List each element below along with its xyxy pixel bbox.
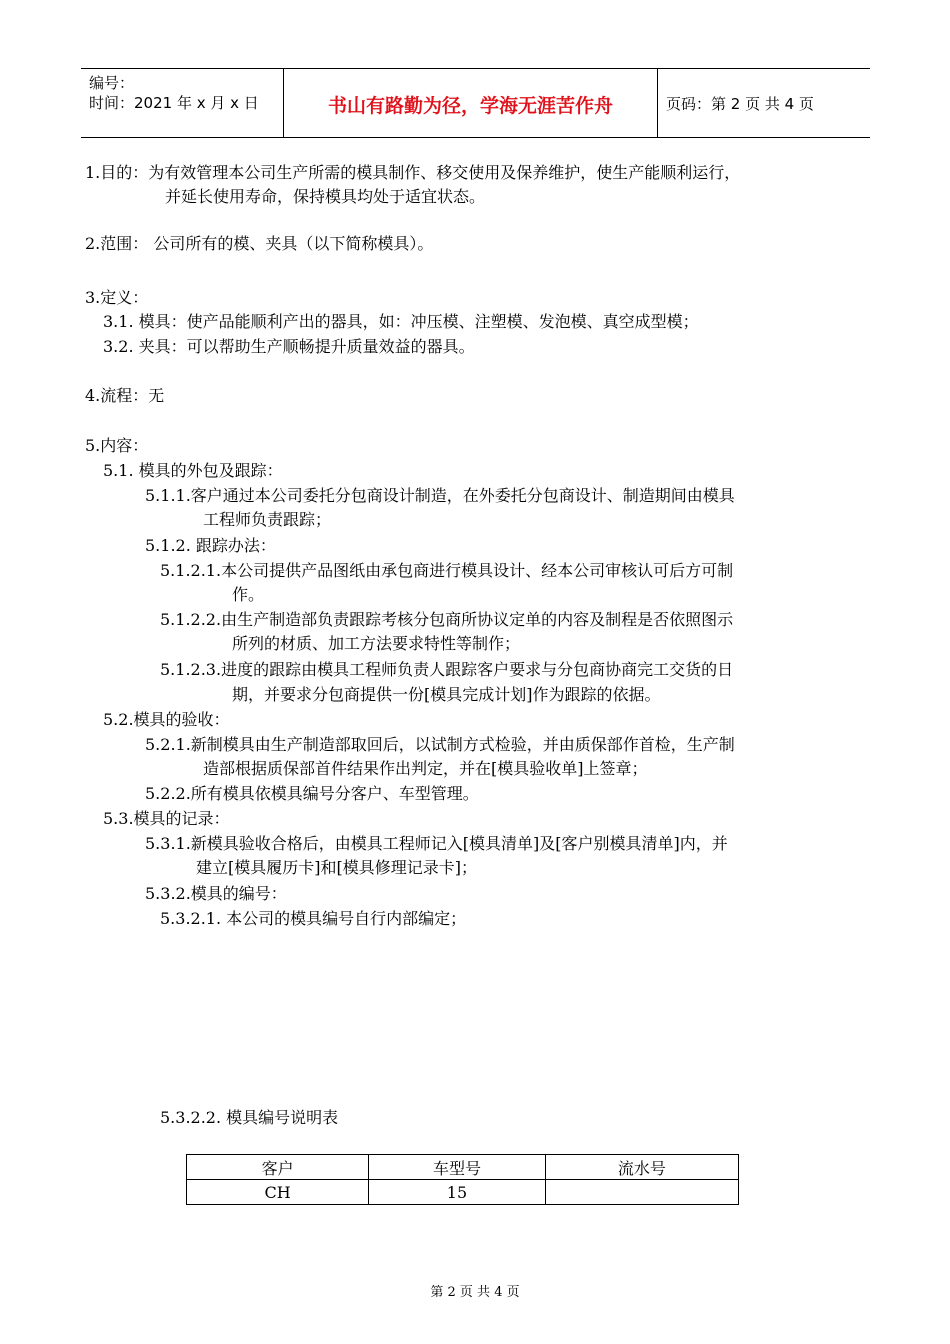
- doc-number-label: 编号：: [89, 74, 135, 92]
- definition-fixture: 3.2. 夹具：可以帮助生产顺畅提升质量效益的器具。: [103, 337, 475, 356]
- item-5-1-2-1-cont: 作。: [232, 585, 265, 604]
- item-5-1-2-1: 5.1.2.1.本公司提供产品图纸由承包商进行模具设计、经本公司审核认可后方可制: [160, 561, 734, 580]
- item-5-1-2-3: 5.1.2.3.进度的跟踪由模具工程师负责人跟踪客户要求与分包商协商完工交货的日: [160, 660, 734, 679]
- item-5-1-1-cont: 工程师负责跟踪；: [203, 510, 332, 529]
- header-motto: 书山有路勤为径，学海无涯苦作舟: [327, 95, 613, 117]
- item-5-3-1-cont: 建立[模具履历卡]和[模具修理记录卡]；: [196, 858, 477, 877]
- page-header: [81, 68, 870, 138]
- header-left-cell: [89, 73, 259, 113]
- section-purpose: 1.目的：为有效管理本公司生产所需的模具制作、移交使用及保养维护，使生产能顺利运行，: [85, 163, 741, 182]
- section-process: 4.流程：无: [85, 386, 165, 405]
- item-5-2-2: 5.2.2.所有模具依模具编号分客户、车型管理。: [145, 784, 479, 803]
- item-5-3-2-2: 5.3.2.2. 模具编号说明表: [160, 1108, 339, 1127]
- mold-code-table: [186, 1154, 739, 1205]
- item-5-3-2: 5.3.2.模具的编号：: [145, 884, 287, 903]
- definition-mold: 3.1. 模具：使产品能顺利产出的器具，如：冲压模、注塑模、发泡模、真空成型模；: [103, 312, 699, 331]
- item-5-2-1-cont: 造部根据质保部首件结果作出判定，并在[模具验收单]上签章；: [203, 759, 648, 778]
- page-footer: 第 2 页 共 4 页: [430, 1285, 520, 1300]
- section-purpose-cont: 并延长使用寿命，保持模具均处于适宜状态。: [165, 187, 486, 206]
- table-header-cell: 客户: [187, 1155, 369, 1180]
- item-5-1-2-2: 5.1.2.2.由生产制造部负责跟踪考核分包商所协议定单的内容及制程是否依照图示: [160, 610, 734, 629]
- table-header-cell: 车型号: [369, 1155, 546, 1180]
- table-row: [187, 1180, 739, 1205]
- item-5-3-2-1: 5.3.2.1. 本公司的模具编号自行内部编定；: [160, 909, 467, 928]
- item-5-1-1: 5.1.1.客户通过本公司委托分包商设计制造，在外委托分包商设计、制造期间由模具: [145, 486, 735, 505]
- subsection-acceptance: 5.2.模具的验收：: [103, 710, 230, 729]
- subsection-outsourcing: 5.1. 模具的外包及跟踪：: [103, 461, 283, 480]
- item-5-3-1: 5.3.1.新模具验收合格后，由模具工程师记入[模具清单]及[客户别模具清单]内，并: [145, 834, 728, 853]
- subsection-records: 5.3.模具的记录：: [103, 809, 230, 828]
- doc-date: 时间：2021 年 x 月 x 日: [89, 94, 259, 112]
- item-5-1-2: 5.1.2. 跟踪办法：: [145, 536, 276, 555]
- section-scope: 2.范围： 公司所有的模、夹具（以下简称模具）。: [85, 234, 434, 253]
- section-content: 5.内容：: [85, 436, 149, 455]
- item-5-1-2-3-cont: 期，并要求分包商提供一份[模具完成计划]作为跟踪的依据。: [232, 685, 661, 704]
- item-5-1-2-2-cont: 所列的材质、加工方法要求特性等制作；: [232, 634, 521, 653]
- header-divider: [657, 69, 658, 137]
- table-cell: 15: [369, 1180, 546, 1205]
- table-cell: CH: [187, 1180, 369, 1205]
- table-cell: [545, 1180, 738, 1205]
- item-5-2-1: 5.2.1.新制模具由生产制造部取回后，以试制方式检验，并由质保部作首检，生产制: [145, 735, 735, 754]
- header-page-number: 页码：第 2 页 共 4 页: [666, 95, 814, 113]
- section-definitions: 3.定义：: [85, 288, 149, 307]
- table-header-cell: 流水号: [545, 1155, 738, 1180]
- table-header-row: [187, 1155, 739, 1180]
